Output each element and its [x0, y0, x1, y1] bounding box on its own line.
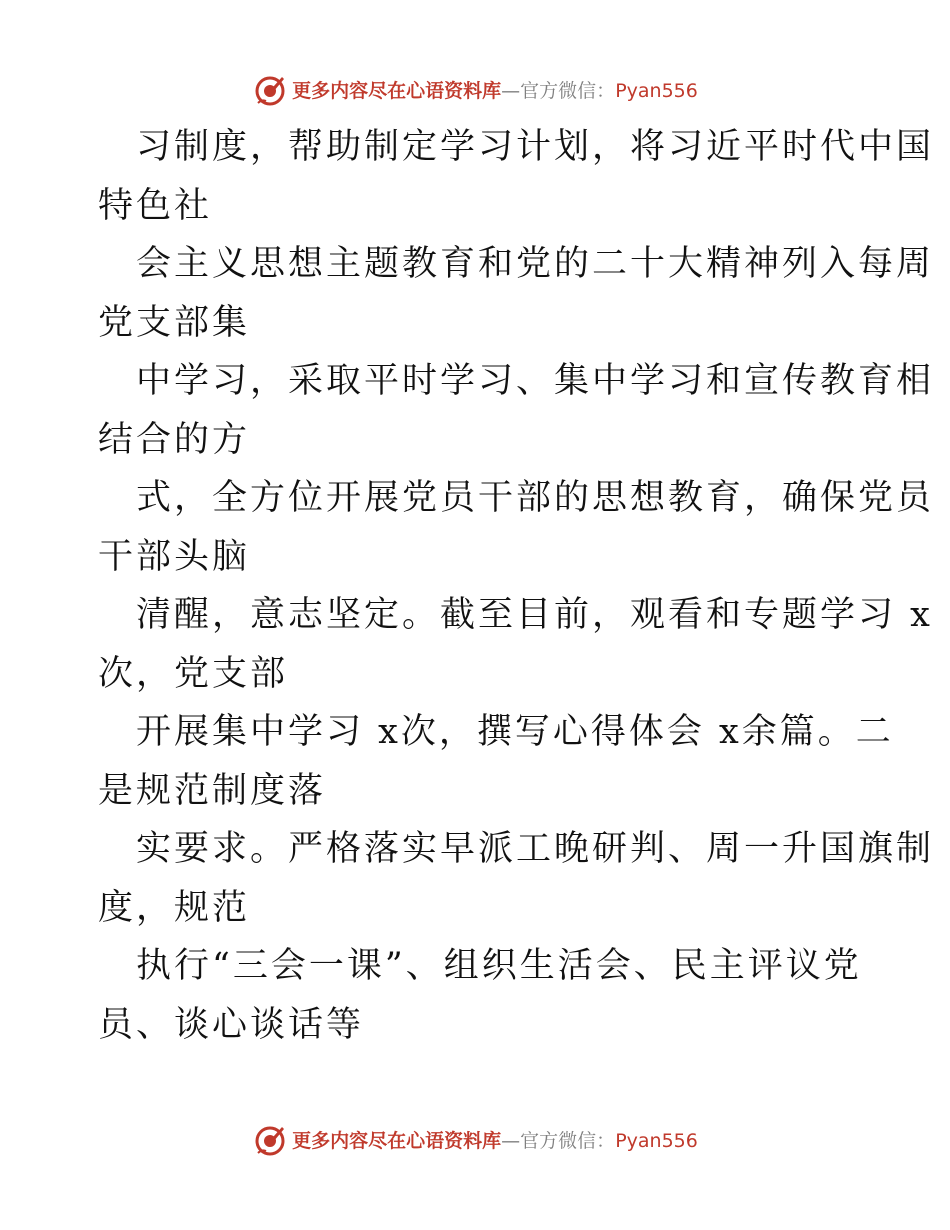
watermark-wechat-label: 官方微信：	[520, 1129, 616, 1152]
document-body	[98, 118, 935, 1054]
body-line: 是规范制度落	[98, 770, 327, 811]
watermark-brand-text: 更多内容尽在心语资料库	[292, 79, 502, 102]
header-watermark	[0, 71, 950, 111]
body-line: 特色社	[98, 185, 213, 226]
watermark-wechat-id: Pyan556	[615, 79, 698, 102]
quill-logo-icon	[252, 73, 288, 109]
watermark-separator: —	[501, 1129, 521, 1152]
body-line: 度，规范	[98, 887, 251, 928]
watermark-wechat-id: Pyan556	[615, 1129, 698, 1152]
body-line: 开展集中学习 x次，撰写心得体会 x余篇。二	[136, 712, 894, 752]
body-line: 干部头脑	[98, 536, 251, 577]
watermark-wechat-label: 官方微信：	[520, 79, 616, 102]
body-line: 结合的方	[98, 419, 251, 460]
body-line: 习制度，帮助制定学习计划，将习近平时代中国	[136, 127, 935, 167]
quill-logo-icon	[252, 1123, 288, 1159]
body-line: 执行“三会一课”、组织生活会、民主评议党	[136, 946, 862, 986]
body-line: 中学习，采取平时学习、集中学习和宣传教育相	[136, 361, 935, 401]
body-line: 次，党支部	[98, 653, 289, 694]
body-line: 式，全方位开展党员干部的思想教育，确保党员	[136, 478, 935, 518]
body-line: 实要求。严格落实早派工晚研判、周一升国旗制	[136, 829, 935, 869]
body-line: 党支部集	[98, 302, 251, 343]
watermark-separator: —	[501, 79, 521, 102]
body-line: 员、谈心谈话等	[98, 1004, 365, 1045]
watermark-brand-text: 更多内容尽在心语资料库	[292, 1129, 502, 1152]
body-line: 会主义思想主题教育和党的二十大精神列入每周	[136, 244, 935, 284]
footer-watermark	[0, 1121, 950, 1161]
body-line: 清醒，意志坚定。截至目前，观看和专题学习 x	[136, 595, 933, 635]
